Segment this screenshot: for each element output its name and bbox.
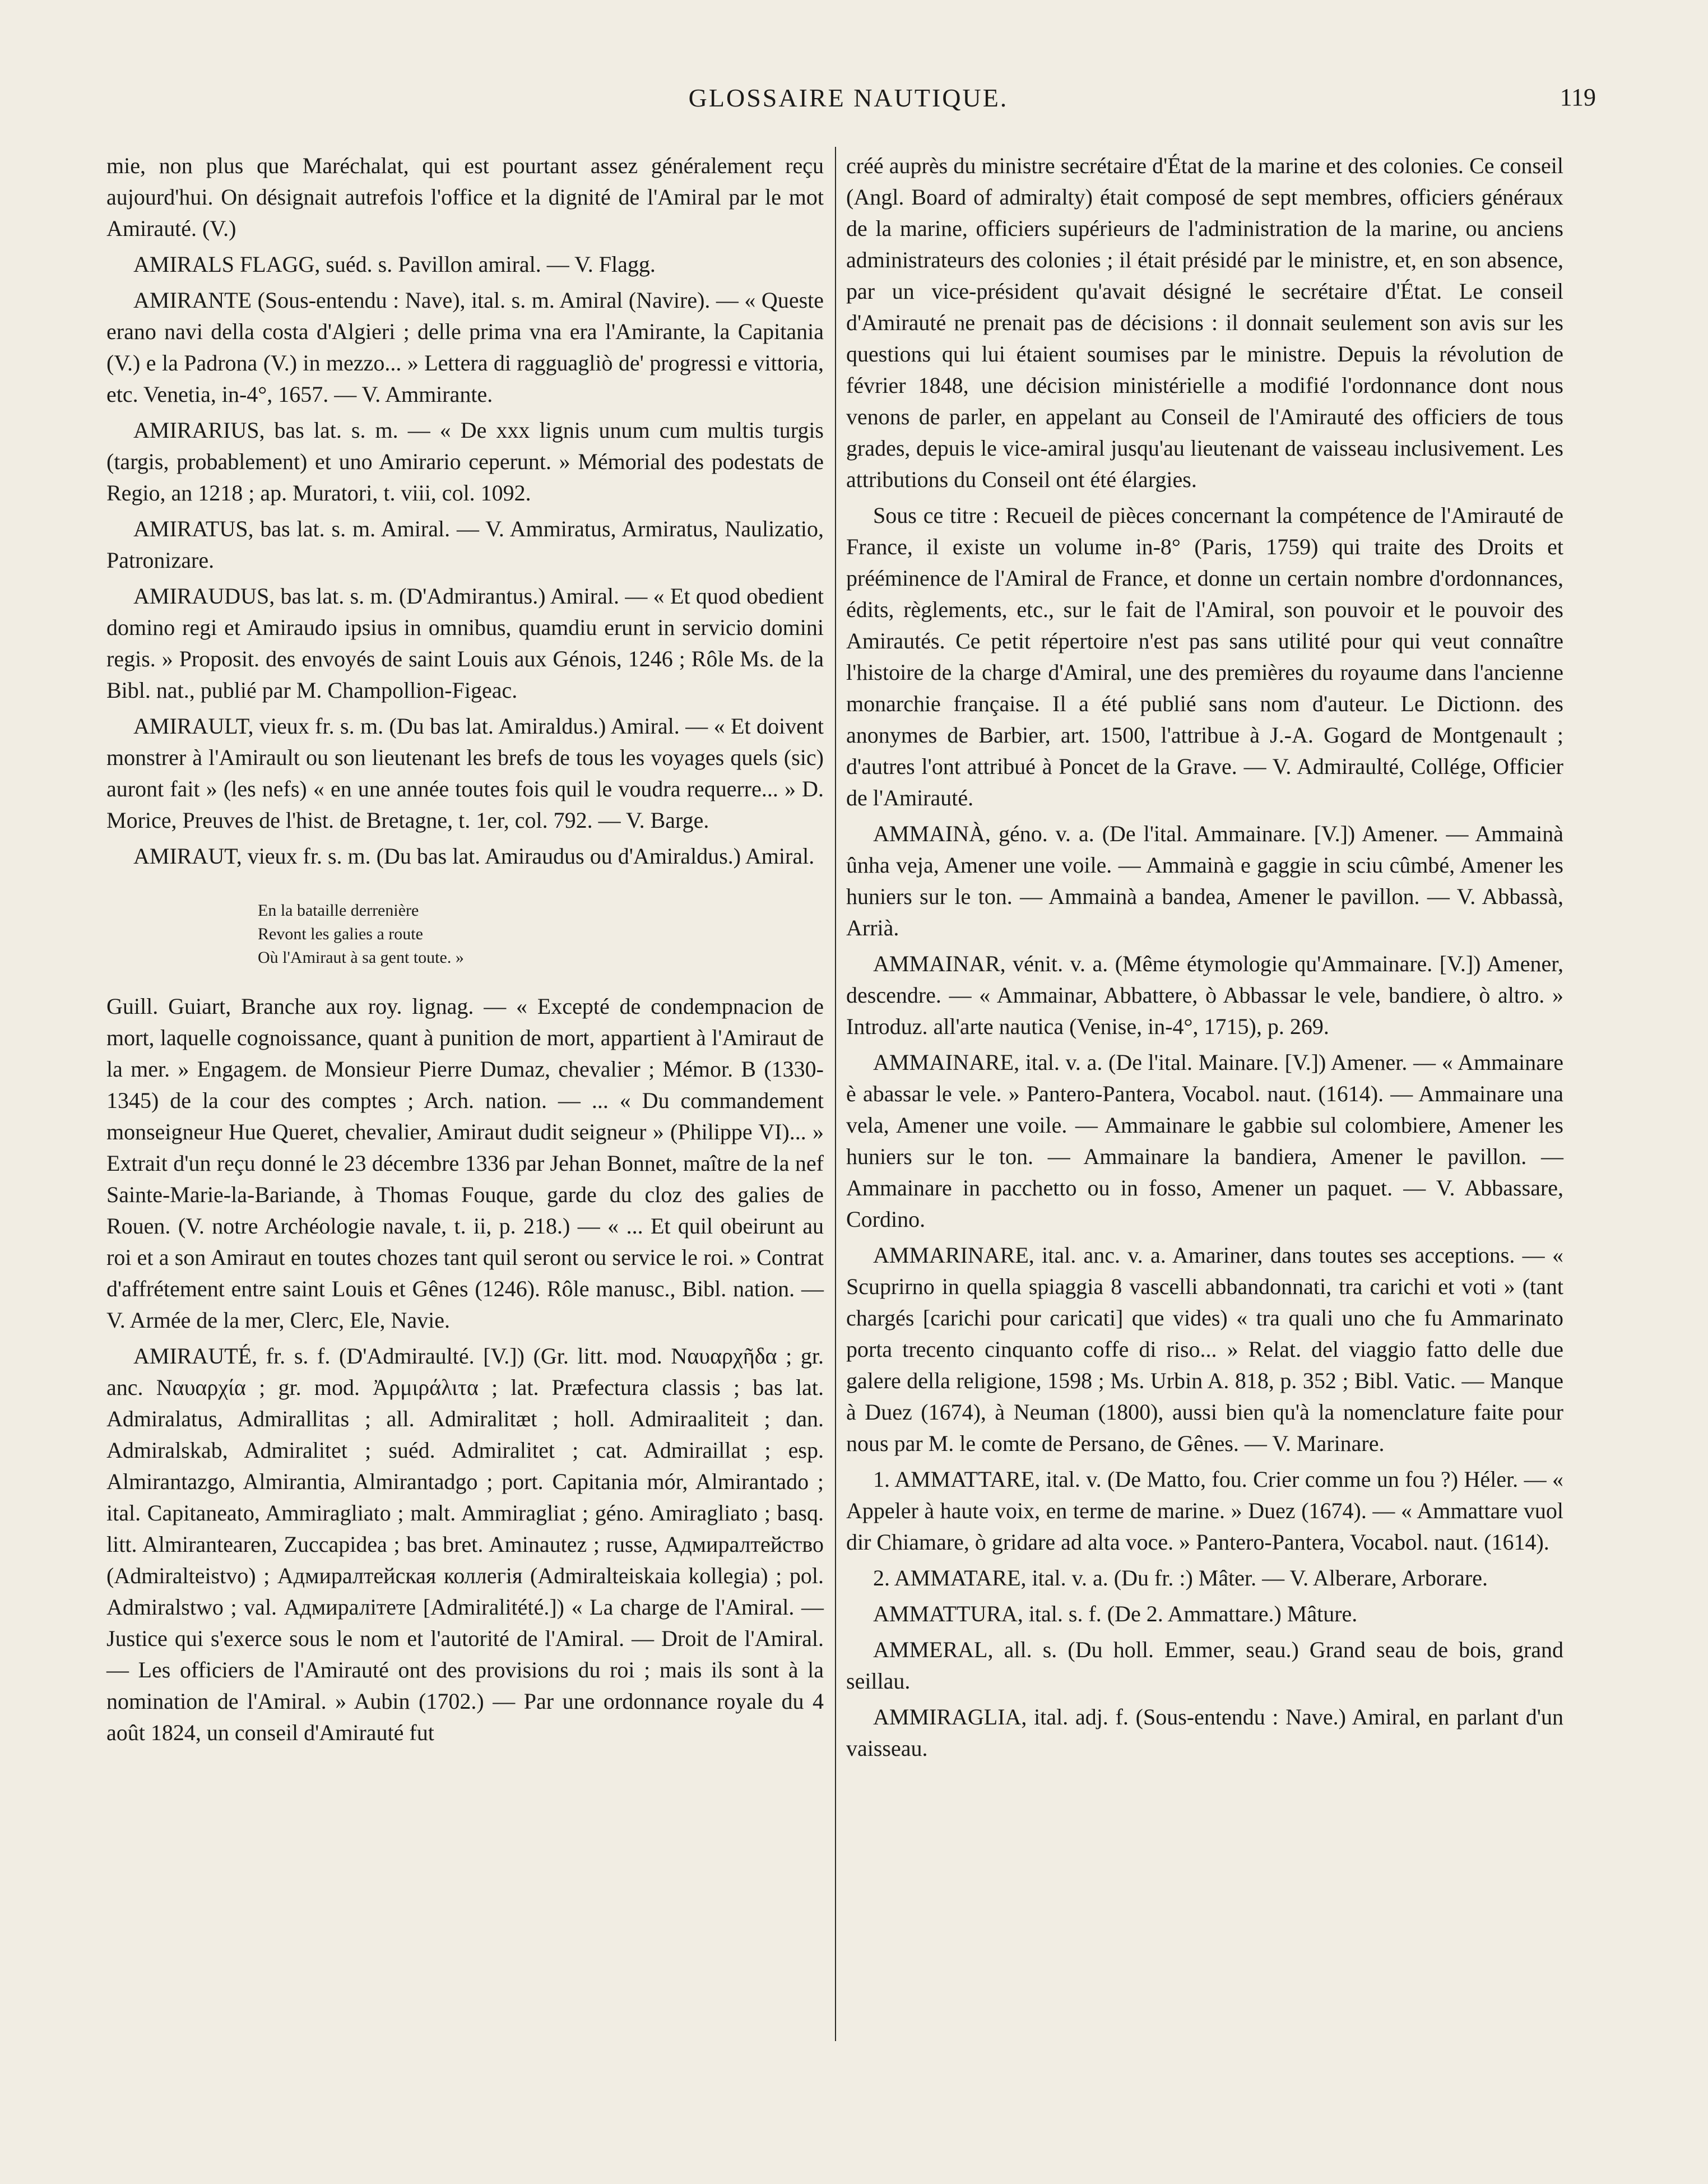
verse-line: Revont les galies a route: [258, 925, 423, 943]
entry-amiraute: AMIRAUTÉ, fr. s. f. (D'Admiraulté. [V.]) (Gr. litt. mod. Ναυαρχῆδα ; gr. anc. Ναυαρχία ; gr. mod. Ἀρμιράλιτα ; lat. Præfectura classis ; bas lat. Admiralatus, Admirallitas ; all. Admiralitæt ; holl. Admiraaliteit ; dan. Admiralskab, Admiralitet ; suéd. Admiralitet ; cat. Admiraillat ; esp. Almirantazgo, Almirantia, Almirantadgo ; port. Capitania mór, Almirantado ; ital. Capitaneato, Ammiragliato ; malt. Ammiragliat ; géno. Amiragliato ; basq. litt. Almirantearen, Zuccapidea ; bas bret. Aminautez ; russe, Адмиралтейство (Admiralteistvo) ; Адмиралтейская коллегія (Admiralteiskaia kollegia) ; pol. Admiralstwo ; val. Адмиралітете [Admiralitété.]) « La charge de l'Amiral. — Justice qui s'exerce sous le nom et l'autorité de l'Amiral. — Droit de l'Amiral. — Les officiers de l'Amirauté ont des provisions du roi ; mais ils sont à la nomination de l'Amiral. » Aubin (1702.) — Par une ordonnance royale du 4 août 1824, un conseil d'Amirauté fut: [106, 1343, 824, 1745]
page-number: 119: [1560, 84, 1596, 111]
entry-amiraut-citations: Guill. Guiart, Branche aux roy. lignag. — « Excepté de condempnacion de mort, laquelle cognoissance, quant à punition de mort, appartient à l'Amiraut de la mer. » Engagem. de Monsieur Pierre Dumaz, chevalier ; Mémor. B (1330-1345) de la cour des comptes ; Arch. nation. — ... « Du commandement monseigneur Hue Queret, chevalier, Amiraut dudit seigneur » (Philippe VI)... » Extrait d'un reçu donné le 23 décembre 1336 par Jehan Bonnet, maître de la nef Sainte-Marie-la-Bariande, à Thomas Fouque, garde du cloz des galies de Rouen. (V. notre Archéologie navale, t. ii, p. 218.) — « ... Et quil obeirunt au roi et a son Amiraut en toutes chozes tant quil seront ou service le roi. » Contrat d'affrétement entre saint Louis et Gênes (1246). Rôle manusc., Bibl. nation. — V. Armée de la mer, Clerc, Ele, Navie.: [106, 994, 824, 1333]
right-column: [846, 150, 1563, 1769]
entry-amiraute-recueil: Sous ce titre : Recueil de pièces concernant la compétence de l'Amirauté de France, il existe un volume in-8° (Paris, 1759) qui traite des Droits et prééminence de l'Amiral de France, et donne un certain nombre d'ordonnances, édits, règlements, etc., sur le fait de l'Amiral, son pouvoir et le pouvoir des Amirautés. Ce petit répertoire n'est pas sans utilité pour qui veut connaître l'histoire de la charge d'Amiral, une des premières du royaume dans l'ancienne monarchie française. Il a été publié sans nom d'auteur. Le Dictionn. des anonymes de Barbier, art. 1500, l'attribue à J.-A. Gogard de Montgenault ; d'autres l'ont attribué à Poncet de la Grave. — V. Admiraulté, Collége, Officier de l'Amirauté.: [846, 503, 1563, 810]
verse-line: Où l'Amiraut à sa gent toute. »: [258, 948, 464, 967]
entry-amiraudus: AMIRAUDUS, bas lat. s. m. (D'Admirantus.) Amiral. — « Et quod obedient domino regi et Amiraudo ipsius in omnibus, quamdiu erunt in servicio domini regis. » Proposit. des envoyés de saint Louis aux Génois, 1246 ; Rôle Ms. de la Bibl. nat., publié par M. Champollion-Figeac.: [106, 583, 824, 703]
column-divider: [835, 147, 836, 2041]
entry-amirante: AMIRANTE (Sous-entendu : Nave), ital. s. m. Amiral (Navire). — « Queste erano navi della costa d'Algieri ; delle prima vna era l'Amirante, la Capitania (V.) e la Padrona (V.) in mezzo... » Lettera di ragguagliò de' progressi e vittoria, etc. Venetia, in-4°, 1657. — V. Ammirante.: [106, 288, 824, 407]
entry-amiraute-continued: créé auprès du ministre secrétaire d'État de la marine et des colonies. Ce conseil (Angl. Board of admiralty) était composé de sept membres, officiers généraux de la marine, officiers supérieurs de l'administration de la marine, ou anciens administrateurs des colonies ; il était présidé par le ministre, et, en son absence, par un vice-président qu'avait désigné le secrétaire d'État. Le conseil d'Amirauté ne prenait pas de décisions : il donnait seulement son avis sur les questions qui lui étaient soumises par le ministre. Depuis la révolution de février 1848, une décision ministérielle a modifié l'ordonnance dont nous venons de parler, en appelant au Conseil de l'Amirauté des officiers de tous grades, depuis le vice-amiral jusqu'au lieutenant de vaisseau inclusivement. Les attributions du Conseil ont été élargies.: [846, 153, 1563, 492]
entry-amiratus: AMIRATUS, bas lat. s. m. Amiral. — V. Ammiratus, Armiratus, Naulizatio, Patronizare.: [106, 516, 824, 573]
entry-amirarius: AMIRARIUS, bas lat. s. m. — « De xxx lignis unum cum multis turgis (targis, probablement) et uno Amirario ceperunt. » Mémorial des podestats de Regio, an 1218 ; ap. Muratori, t. viii, col. 1092.: [106, 418, 824, 506]
verse-quote: [258, 899, 824, 970]
entry-continuation: mie, non plus que Maréchalat, qui est pourtant assez généralement reçu aujourd'hui. On désignait autrefois l'office et la dignité de l'Amiral par le mot Amirauté. (V.): [106, 153, 824, 241]
entry-ammiraglia: AMMIRAGLIA, ital. adj. f. (Sous-entendu : Nave.) Amiral, en parlant d'un vaisseau.: [846, 1704, 1563, 1761]
left-column: [106, 150, 824, 1753]
entry-ammattare-1: 1. AMMATTARE, ital. v. (De Matto, fou. Crier comme un fou ?) Héler. — « Appeler à haute voix, en terme de marine. » Duez (1674). — « Ammattare vuol dir Chiamare, ò gridare ad alta voce. » Pantero-Pantera, Vocabol. naut. (1614).: [846, 1467, 1563, 1555]
page-header: [101, 83, 1596, 122]
entry-ammattura: AMMATTURA, ital. s. f. (De 2. Ammattare.) Mâture.: [873, 1601, 1358, 1626]
entry-ammaina: AMMAINÀ, géno. v. a. (De l'ital. Ammainare. [V.]) Amener. — Ammainà ûnha veja, Amener une voile. — Ammainà e gaggie in sciu cûmbé, Amener les huniers sur le ton. — Ammainà a bandea, Amener le pavillon. — V. Abbassà, Arrià.: [846, 821, 1563, 940]
verse-line: En la bataille derrenière: [258, 901, 419, 920]
entry-ammatare-2: 2. AMMATARE, ital. v. a. (Du fr. :) Mâter. — V. Alberare, Arborare.: [873, 1565, 1488, 1591]
running-title: GLOSSAIRE NAUTIQUE.: [688, 84, 1009, 112]
entry-amirault: AMIRAULT, vieux fr. s. m. (Du bas lat. Amiraldus.) Amiral. — « Et doivent monstrer à l'Amirault ou son lieutenant les brefs de tous les voyages quels (sic) auront fait » (les nefs) « en une année toutes fois quil le voudra requerre... » D. Morice, Preuves de l'hist. de Bretagne, t. 1er, col. 792. — V. Barge.: [106, 713, 824, 833]
entry-ammarinare: AMMARINARE, ital. anc. v. a. Amariner, dans toutes ses acceptions. — « Scuprirno in quella spiaggia 8 vascelli abbandonnati, tra carichi et voti » (tant chargés [carichi pour caricati] que vides) « tra quali uno che fu Ammarinato porta trecento cinquanto coffe di riso... » Relat. del viaggio fatto delle due galere della religione, 1598 ; Ms. Urbin A. 818, p. 352 ; Bibl. Vatic. — Manque à Duez (1674), à Neuman (1800), aussi bien qu'à la nomenclature faite pour nous par M. le comte de Persano, de Gênes. — V. Marinare.: [846, 1242, 1563, 1456]
entry-amiraut: AMIRAUT, vieux fr. s. m. (Du bas lat. Amiraudus ou d'Amiraldus.) Amiral.: [133, 843, 815, 869]
entry-ammainare: AMMAINARE, ital. v. a. (De l'ital. Mainare. [V.]) Amener. — « Ammainare è abassar le vele. » Pantero-Pantera, Vocabol. naut. (1614). — Ammainare una vela, Amener une voile. — Ammainare le gabbie sul colombiere, Amener les huniers sur le ton. — Ammainare la bandiera, Amener le pavillon. — Ammainare in pacchetto ou in fosso, Amener un paquet. — V. Abbassare, Cordino.: [846, 1050, 1563, 1232]
entry-ammainar: AMMAINAR, vénit. v. a. (Même étymologie qu'Ammainare. [V.]) Amener, descendre. — « Ammainar, Abbattere, ò Abbassar le vele, bandiere, ò altro. » Introduz. all'arte nautica (Venise, in-4°, 1715), p. 269.: [846, 951, 1563, 1039]
entry-ammeral: AMMERAL, all. s. (Du holl. Emmer, seau.) Grand seau de bois, grand seillau.: [846, 1637, 1563, 1694]
entry-amirals-flagg: AMIRALS FLAGG, suéd. s. Pavillon amiral. — V. Flagg.: [133, 252, 656, 277]
